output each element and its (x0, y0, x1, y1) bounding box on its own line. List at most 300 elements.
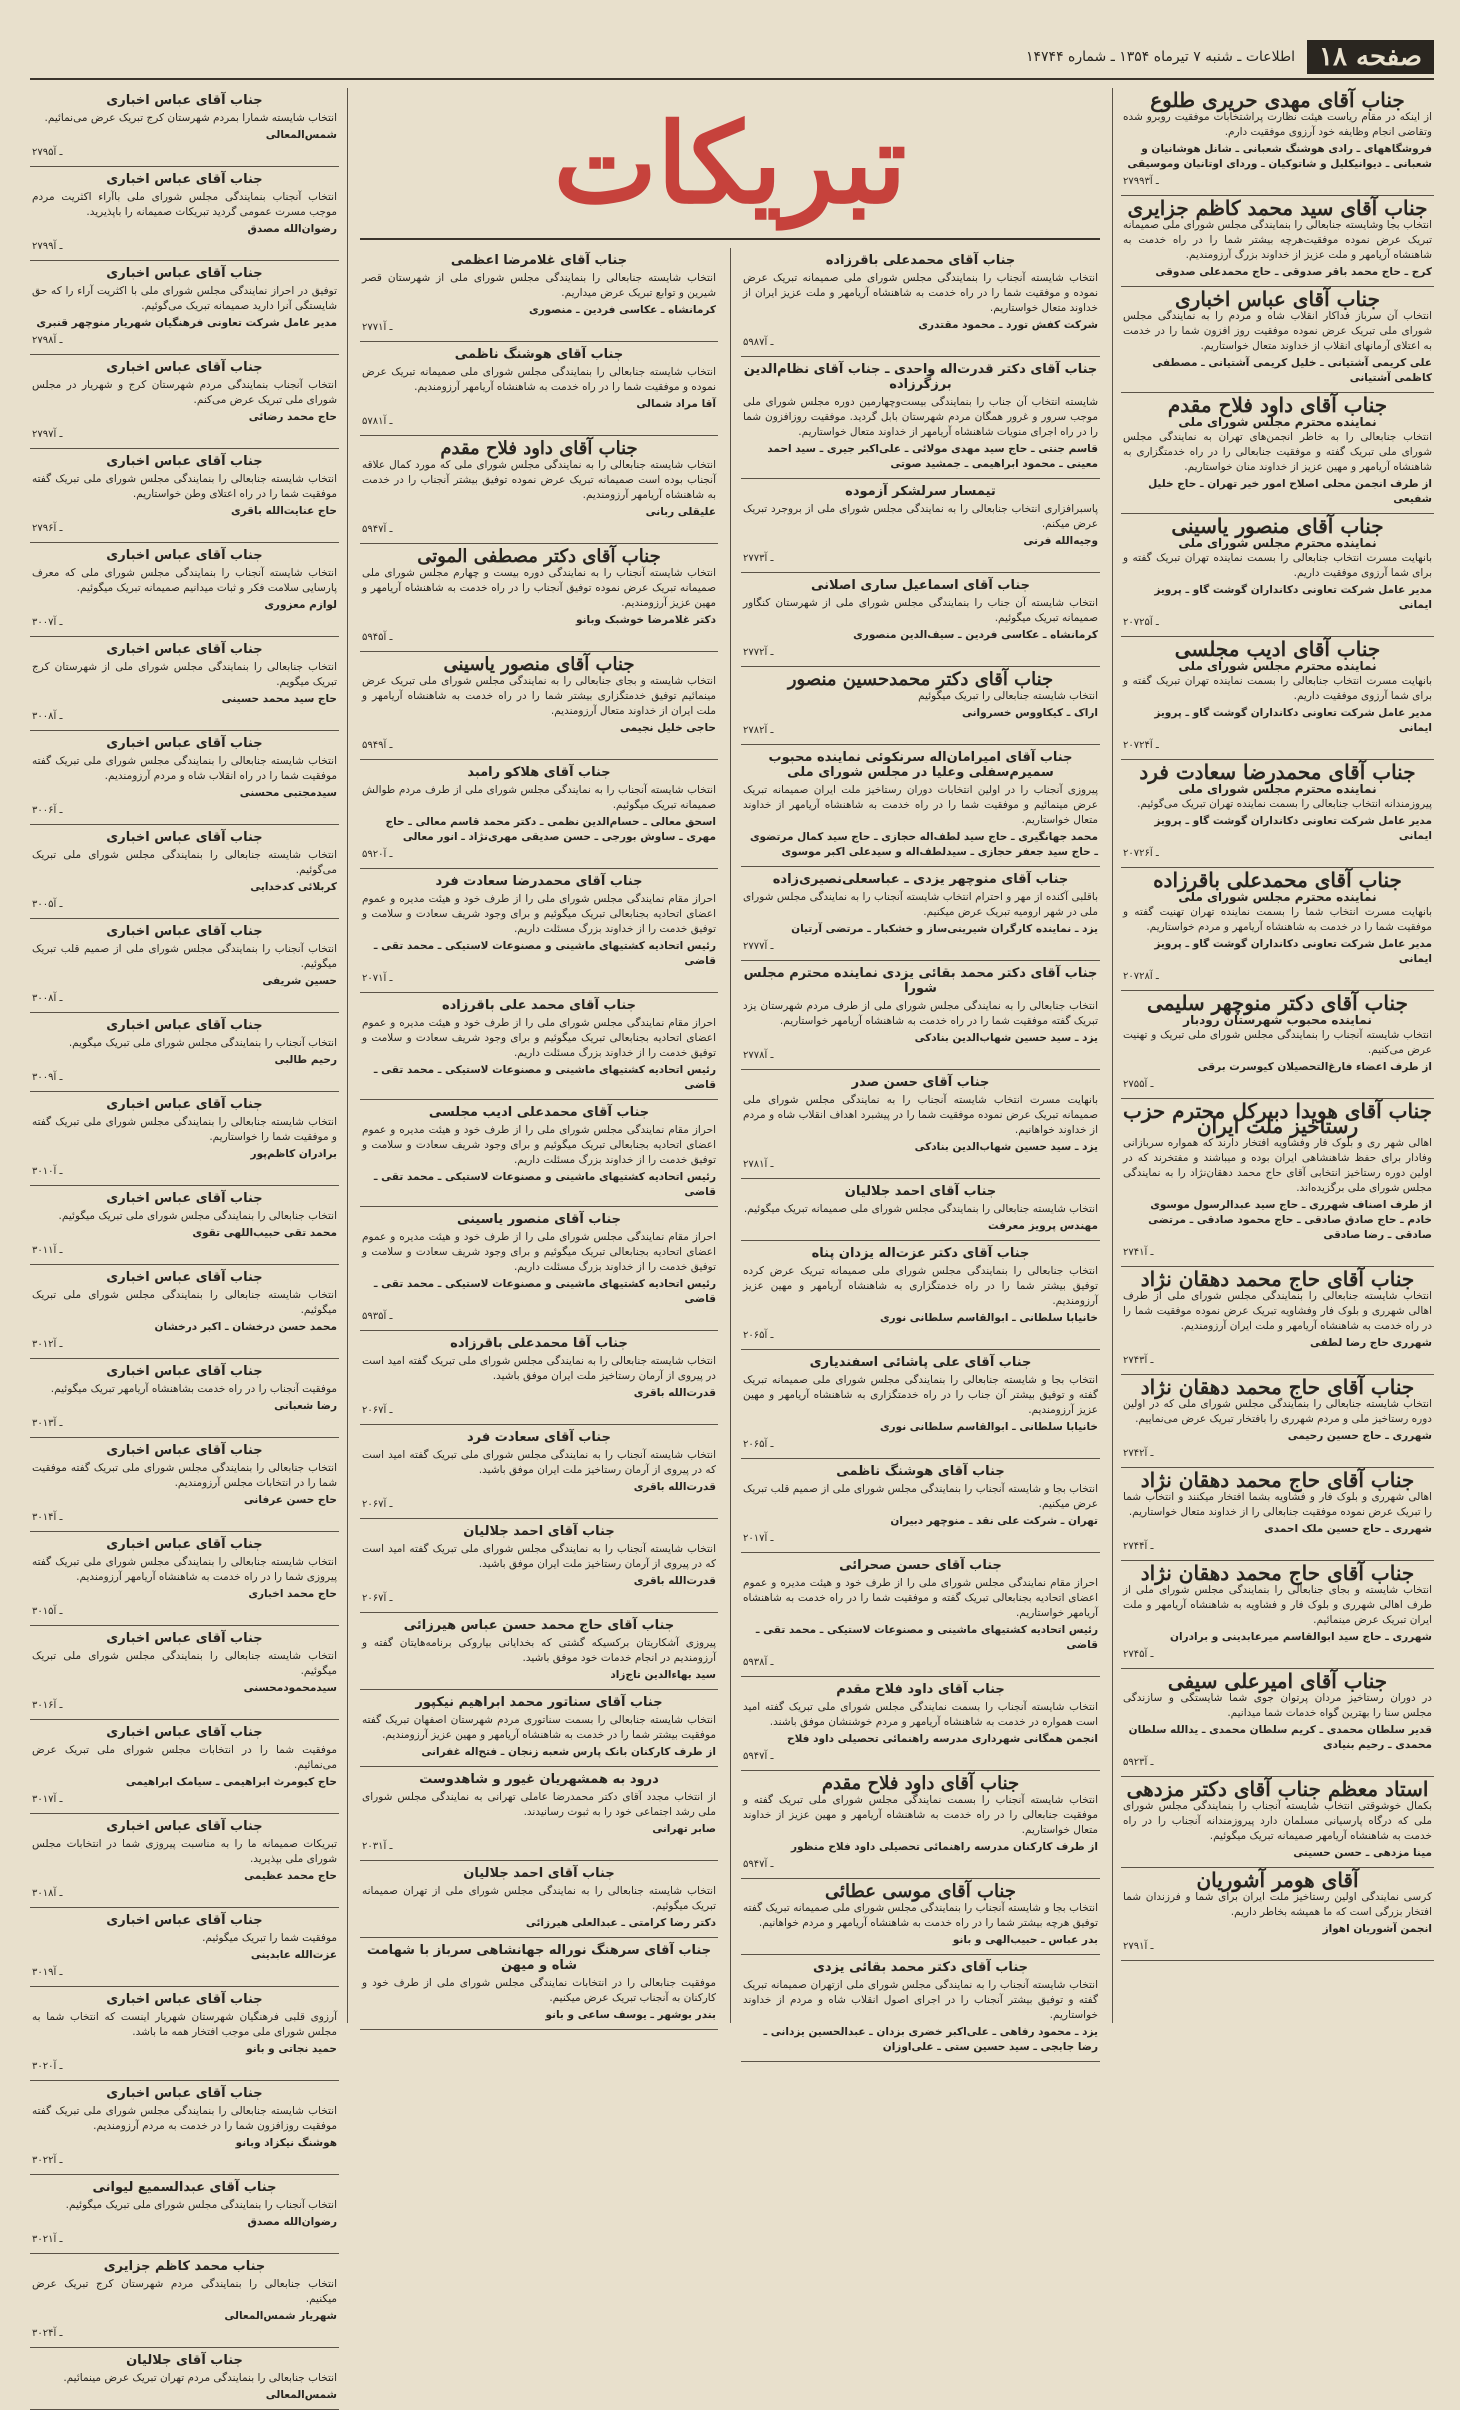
notice-signature: از طرف انجمن محلی اصلاح امور خیر تهران ـ حاج خلیل شفیعی (1148, 478, 1432, 505)
notice-body: انتخاب شایسته جنابعالی را به نمایندگی مجلس شورای ملی از تهران صمیمانه تبریک میگوئیم. (362, 1885, 716, 1912)
notice-title: جناب آقای حاج محمد دهقان نژاد (1140, 1468, 1415, 1492)
page-number: صفحه ۱۸ (1307, 40, 1434, 74)
notice-signature: قدرت‌الله باقری (633, 1481, 716, 1493)
notice-signature: کربلائی کدخدایی (250, 881, 337, 893)
notice-title: جناب محمد کاظم جزایری (103, 2259, 266, 2274)
notice-signature: رئیس اتحادیه کشتیهای ماشینی و مصنوعات لاستیکی ـ محمد تقی ـ قاضی (373, 1171, 716, 1198)
issue-line: اطلاعات ـ شنبه ۷ تیرماه ۱۳۵۴ ـ شماره ۱۴۷۴۴ (1026, 49, 1296, 65)
notice-item (30, 261, 339, 355)
notice-title: جناب آقای حسن صحرائی (839, 1558, 1002, 1573)
notice-code: ۲۷۹۷ـ آ (32, 429, 63, 440)
notice-body: انتخاب شایسته آنجناب را بسمت نمایندگی مجلس شورای ملی تبریک گفته امید است همواره در خدمت به شاهنشاه آریامهر و مردم خوشنشان موفق باشند. (743, 1701, 1098, 1728)
notice-title: جناب آقای داود فلاح مقدم (1167, 393, 1388, 417)
notice-item (30, 1720, 339, 1814)
notice-code: ۲۷۹۵ـ آ (32, 147, 63, 158)
notice-item (1121, 88, 1434, 196)
notice-item (360, 1207, 718, 1331)
notice-item (30, 1186, 339, 1265)
notice-code: ۲۰۳۱ـ آ (362, 1841, 393, 1852)
notice-body: انتخاب آنجناب بنمایندگی مردم شهرستان کرج و شهریار در مجلس شورای ملی تبریک عرض می‌کنم. (32, 379, 337, 406)
notice-signature: علیقلی ربانی (645, 506, 716, 518)
notice-item (1121, 760, 1434, 868)
notice-signature: از طرف کارکنان بانک پارس شعبه زنجان ـ فتح‌اله غفرانی (421, 1746, 716, 1758)
notice-code: ۳۰۱۶ـ آ (32, 1700, 63, 1711)
notice-title: جناب آقای عباس اخباری (106, 172, 263, 187)
notice-item (360, 760, 718, 869)
notice-item (741, 1179, 1100, 1241)
notice-item (30, 1013, 339, 1092)
notice-body: انتخاب بجا و شایسته آنجناب را بنمایندگی مجلس شورای ملی صمیمانه تبریک گفته توفیق هرچه بیشتر شما را در راه خدمت به شاهنشاه آریامهر و مردم خواهانیم. (743, 1902, 1098, 1929)
center-column-right (730, 248, 1100, 2053)
notice-signature: سیدمجتبی محسنی (239, 787, 337, 799)
notice-item (741, 667, 1100, 745)
notice-item (741, 1771, 1100, 1879)
notice-item (30, 2175, 339, 2254)
notice-title: جناب آقای عباس اخباری (106, 1018, 263, 1033)
notice-title: جناب آقای موسی عطائی (825, 1881, 1016, 1902)
notice-code: ۲۰۷۱ـ آ (362, 973, 393, 984)
notice-signature: شهرری ـ حاج سید ابوالقاسم میرعابدینی و برادران (1169, 1631, 1432, 1643)
notice-item (360, 1331, 718, 1425)
notice-body: انتخاب شایسته جنابعالی را بنمایندگی مجلس شورای ملی تبریک میگوئیم. (32, 1650, 337, 1677)
banner-title: تبریکات (553, 98, 907, 228)
notice-code: ۲۰۷۲۸ـ آ (1123, 971, 1159, 982)
notice-title: جناب آقای حاج محمد دهقان نژاد (1140, 1561, 1415, 1585)
notice-item (1121, 868, 1434, 991)
notice-title: جناب آقای غلامرضا اعظمی (450, 253, 628, 268)
notice-title: جناب آقای داود فلاح مقدم (836, 1682, 1005, 1697)
notice-subtitle: نماینده محترم مجلس شورای ملی (1178, 659, 1377, 673)
notice-code: ۲۷۴۳ـ آ (1123, 1355, 1154, 1366)
notice-title: جناب آقای محمدعلی باقرزاده (825, 253, 1016, 268)
notice-body: موفقیت شما را در انتخابات مجلس شورای ملی تبریک عرض می‌نمائیم. (32, 1744, 337, 1771)
notice-body: انتخاب شایسته آنجناب را به نمایندگی دوره بیست و چهارم مجلس شورای ملی صمیمانه تبریک عرض نموده توفیق آنجناب را در راه خدمت به شاهنشاه آریامهر و مهین عزیز آرزومندیم. (362, 567, 716, 609)
notice-body: در دوران رستاخیز مردان پرتوان جوی شما شایستگی و سازندگی مجلس سنا را بهترین گواه خدمات شما میدانیم. (1123, 1692, 1432, 1719)
notice-code: ۲۷۹۱ـ آ (1123, 1941, 1154, 1952)
notice-item (30, 543, 339, 637)
notice-body: انتخاب شایسته جنابعالی را بنمایندگی مجلس شورای ملی از شهرستان قصر شیرین و توابع تبریک عرض میداریم. (362, 272, 716, 299)
notice-signature: مدیر عامل شرکت تعاونی دکانداران گوشت گاو ـ پرویز ایمانی (1154, 584, 1432, 611)
notice-item (1121, 1669, 1434, 1777)
notice-title: جناب آقای مهدی حریری طلوع (1150, 88, 1405, 112)
notice-signature: شمس‌المعالی (265, 129, 337, 141)
notice-title: تیمسار سرلشکر آزموده (845, 484, 996, 499)
notice-body: انتخاب شایسته آنجناب را به نمایندگی مجلس شورای ملی ازتهران صمیمانه تبریک گفته و توفیق بیشتر آنجناب را در اجرای اصول انقلاب شاه و مردم از خداوند خواستاریم. (743, 1979, 1098, 2021)
notice-body: انتخاب جنابعالی را بنمایندگی مجلس شورای ملی صمیمانه تبریک عرض کرده توفیق بیشتر شما را در راه خدمتگزاری به شاهنشاه آریامهر و مهین عزیز آرزومندیم. (743, 1265, 1098, 1307)
notice-title: جناب آقای سید محمد کاظم جزایری (1127, 196, 1428, 220)
notice-signature: فروشگاههای ـ رادی هوشنگ شعبانی ـ شانل هوشانیان و شعبانی ـ دیوانیکلیل و شاتوکیان ـ وردای اوتانیان وموسیقی (1127, 143, 1432, 170)
notice-item (741, 745, 1100, 867)
notice-item (360, 1690, 718, 1767)
notice-title: جناب آقای دکتر محمد بقائی یزدی (813, 1960, 1028, 1975)
notice-code: ۵۹۲۰ـ آ (362, 849, 393, 860)
notice-subtitle: نماینده محبوب شهرستان رودبار (1183, 1013, 1372, 1027)
notice-signature: رئیس اتحادیه کشتیهای ماشینی و مصنوعات لاستیکی ـ محمد تقی ـ قاضی (373, 1064, 716, 1091)
notice-item (741, 1879, 1100, 1955)
notice-body: انتخاب شایسته جنابعالی را بنمایندگی مجلس شورای ملی تبریک می‌گوئیم. (32, 849, 337, 876)
notice-item (30, 1092, 339, 1186)
notice-body: انتخاب شایسته آنجناب را بنمایندگی مجلس شورای ملی تبریک و تهنیت عرض می‌کنیم. (1123, 1029, 1432, 1056)
notice-code: ۳۰۱۷ـ آ (32, 1794, 63, 1805)
notice-body: بانهایت مسرت انتخاب شما را بسمت نماینده تهران تهنیت گفته و موفقیت شما را در خدمت به شاهنشاه آریامهر و مردم خواستاریم. (1123, 906, 1432, 933)
notice-title: جناب آقای سرهنگ نوراله جهانشاهی سرباز با شهامت شاه و میهن (366, 1943, 712, 1973)
notice-code: ۲۷۷۱ـ آ (362, 322, 393, 333)
notice-title: جناب آقای محمد علی باقرزاده (441, 998, 637, 1013)
notice-body: انتخاب بجا و شایسته آنجناب را بنمایندگی مجلس شورای ملی از صمیم قلب تبریک عرض میکنیم. (743, 1483, 1098, 1510)
notice-body: انتخاب شایسته جنابعالی را تبریک میگوئیم (918, 690, 1098, 702)
notice-item (1121, 196, 1434, 287)
notice-title: جناب آقای دکتر منوچهر سلیمی (1147, 991, 1408, 1015)
notice-code: ۵۹۴۷ـ آ (362, 524, 393, 535)
notice-signature: از طرف اصناف شهرری ـ حاج سید عبدالرسول موسوی خادم ـ حاج صادق صادقی ـ حاج محمود صادقی ـ مرتضی صادقی ـ رضا صادقی (1148, 1199, 1432, 1241)
notice-title: جناب آقای عباس اخباری (106, 1443, 263, 1458)
notice-title: جناب آقای عباس اخباری (106, 1819, 263, 1834)
notice-item (360, 1861, 718, 1938)
notice-title: جناب آقای علی پاشائی اسفندیاری (809, 1355, 1032, 1370)
notice-body: انتخاب آنجناب بنمایندگی مجلس شورای ملی باآراء اکثریت مردم موجب مسرت عمومی گردید تبریکات صمیمانه را باپذیرید. (32, 191, 337, 218)
notice-code: ۲۷۹۶ـ آ (32, 523, 63, 534)
notice-body: انتخاب شایسته آن جناب را بنمایندگی مجلس شورای ملی از شهرستان کنگاور صمیمانه تبریک میگوئیم. (743, 597, 1098, 624)
notice-body: انتخاب جنابعالی را بنمایندگی مجلس شورای ملی از شهرستان کرج تبریک میگویم. (32, 661, 337, 688)
notice-body: احراز مقام نمایندگی مجلس شورای ملی را از طرف خود و هیئت مدیره و عموم اعضای اتحادیه بجنابعالی تبریک میگوئیم و برای وجود شریف سعادت و سلامت و توفیق خدمت را از خداوند بزرگ مسئلت داریم. (362, 1017, 716, 1059)
notice-title: جناب آقای دکتر عزت‌اله یزدان پناه (811, 1246, 1030, 1261)
notice-signature: شرکت کفش تورد ـ محمود مقتدری (918, 319, 1098, 331)
notice-code: ۲۰۶۷ـ آ (362, 1499, 393, 1510)
notice-code: ۲۷۵۵ـ آ (1123, 1079, 1154, 1090)
notice-signature: شهرری ـ حاج حسین ملک احمدی (1264, 1523, 1432, 1535)
notice-item (30, 167, 339, 261)
notice-body: اهالی شهرری و بلوک فار و فشاویه بشما افتخار میکنند و انتخاب شما را تبریک عرض نموده موفقیت جنابعالی را از خداوند متعال خواستاریم. (1123, 1491, 1432, 1518)
notice-signature: یزد ـ نماینده کارگران شیرینی‌ساز و خشکبار ـ مرتضی آرتیان (791, 923, 1098, 935)
notice-body: انتخاب شایسته جنابعالی را بنمایندگی مجلس شورای ملی که در اولین دوره رستاخیز ملی و مردم شهرری را بافتخار تبریک عرض می‌نماییم. (1123, 1398, 1432, 1425)
notice-signature: بدر عباس ـ حبیب‌الهی و بانو (952, 1934, 1098, 1946)
notice-body: انتخاب شایسته جنابعالی را بنمایندگی مجلس شورای ملی صمیمانه تبریک عرض نموده و موفقیت شما را در راه خدمت به شاهنشاه آریامهر آرزومندیم. (362, 366, 716, 393)
notice-item (360, 1938, 718, 2030)
notice-code: ۳۰۱۱ـ آ (32, 1245, 63, 1256)
notice-item (741, 248, 1100, 357)
notice-title: جناب آقای هوشنگ ناظمی (454, 347, 624, 362)
notice-title: جناب آقای جلالیان (126, 2353, 243, 2368)
notice-code: ۳۰۲۴ـ آ (32, 2328, 63, 2339)
notice-item (30, 1908, 339, 1987)
notice-signature: مینا مزدهی ـ حسن حسینی (1293, 1847, 1432, 1859)
notice-item (1121, 514, 1434, 637)
notice-item (30, 919, 339, 1013)
notice-body: انتخاب شایسته جنابعالی را بنمایندگی مجلس شورای ملی تبریک گفته موفقیت روزافزون شما را در خدمت به مردم آرزومندیم. (32, 2105, 337, 2132)
notice-item (1121, 1777, 1434, 1868)
notice-signature: محمد تقی حبیب‌اللهی تقوی (192, 1227, 337, 1239)
notice-signature: اسحق معالی ـ حسام‌الدین نظمی ـ دکتر محمد قاسم معالی ـ حاج مهری ـ ساوش بورجی ـ حسن صدیقی مهری‌نژاد ـ انور معالی (385, 816, 716, 843)
notice-signature: شهریار شمس‌المعالی (224, 2310, 337, 2322)
notice-signature: مدیر عامل شرکت تعاونی دکانداران گوشت گاو ـ پرویز ایمانی (1154, 707, 1432, 734)
notice-item (1121, 991, 1434, 1099)
notice-title: جناب آقای عبدالسمیع لیوانی (92, 2180, 277, 2195)
center-columns (360, 248, 1100, 2053)
notice-body: انتخاب شایسته آنجناب را به نمایندگی مجلس شورای ملی تبریک گفته امید است که در پیروی از آرمان رستاخیز ملت ایران موفق باشید. (362, 1449, 716, 1476)
notice-code: ۳۰۲۲ـ آ (32, 2155, 63, 2166)
notice-body: بانهایت مسرت انتخاب جنابعالی را بسمت نماینده تهران تبریک گفته و برای شما آرزوی موفقیت داریم. (1123, 675, 1432, 702)
notice-title: استاد معظم جناب آقای دکتر مزدهی (1126, 1777, 1429, 1801)
notice-item (1121, 287, 1434, 393)
notice-code: ۲۰۶۷ـ آ (362, 1405, 393, 1416)
notice-signature: بندر بوشهر ـ یوسف ساعی و بانو (545, 2009, 716, 2021)
notice-signature: رئیس اتحادیه کشتیهای ماشینی و مصنوعات لاستیکی ـ محمد تقی ـ قاضی (373, 1278, 716, 1305)
notice-item (360, 248, 718, 342)
notice-signature: حاج سید محمد حسینی (221, 693, 337, 705)
center-column-left (360, 248, 722, 2023)
notice-title: جناب آقای عباس اخباری (106, 736, 263, 751)
notice-body: تبریکات صمیمانه ما را به مناسبت پیروزی شما در انتخابات مجلس شورای ملی بپذیرید. (32, 1838, 337, 1865)
notice-code: ۲۰۶۵ـ آ (743, 1330, 774, 1341)
notice-signature: دکتر غلامرضا خوشبک وبانو (576, 614, 716, 626)
notice-body: انتخاب جنابعالی را بنمایندگی مردم تهران تبریک عرض مینمائیم. (63, 2372, 337, 2384)
notice-body: انتخاب جنابعالی را به نمایندگی مجلس شورای ملی از طرف مردم شهرستان یزد تبریک گفته موفقیت شما را در راه خدمت به شاهنشاه آریامهر خواستاریم. (743, 1000, 1098, 1027)
notice-item (30, 355, 339, 449)
notice-signature: کرج ـ حاج محمد باقر صدوقی ـ حاج محمدعلی صدوقی (1155, 266, 1432, 278)
notice-signature: کرمانشاه ـ عکاسی فردین ـ سیف‌الدین منصوری (853, 629, 1098, 641)
notice-code: ۲۷۹۹ـ آ (32, 241, 63, 252)
notice-code: ۳۰۰۸ـ آ (32, 993, 63, 1004)
notice-title: جناب آقای هلاکو رامبد (467, 765, 611, 780)
notice-title: جناب آقای حاج محمد حسن عباس هیرزائی (403, 1618, 675, 1633)
notice-item (30, 1265, 339, 1359)
notice-signature: محمد حسن درخشان ـ اکبر درخشان (154, 1321, 337, 1333)
notice-signature: حاجی خلیل نجیمی (620, 722, 716, 734)
notice-item (30, 2348, 339, 2410)
notice-signature: خانیابا سلطانی ـ ابوالقاسم سلطانی نوری (879, 1421, 1098, 1433)
notice-signature: مدیر عامل شرکت تعاونی دکانداران گوشت گاو ـ پرویز ایمانی (1154, 815, 1432, 842)
notice-body: انتخاب شایسته آنجناب را به نمایندگی مجلس شورای ملی تبریک گفته امید است که در پیروی از آرمان رستاخیز ملت ایران موفق باشید. (362, 1543, 716, 1570)
notice-signature: مدیر عامل شرکت تعاونی دکانداران گوشت گاو ـ پرویز ایمانی (1154, 938, 1432, 965)
notice-body: بکمال خوشوقتی انتخاب شایسته آنجناب را بنمایندگی مجلس شورای ملی که درگاه پارسیانی مسلمان دارد پیروزمندانه آنجناب را در راه خدمت به شاهنشاه آریامهر صمیمانه تبریک میگوئیم. (1123, 1800, 1432, 1842)
notice-item (360, 869, 718, 993)
notice-signature: مهندس پرویز معرفت (987, 1220, 1098, 1232)
notice-code: ۲۷۴۱ـ آ (1123, 1247, 1154, 1258)
notice-item (360, 1100, 718, 1207)
left-column (30, 88, 348, 2401)
notice-item (30, 2254, 339, 2348)
notice-signature: انجمن همگانی شهرداری مدرسه راهنمائی تحصیلی داود فلاح (787, 1733, 1098, 1745)
notice-body: باقلبی آکنده از مهر و احترام انتخاب شایسته آنجناب را به نمایندگی مجلس شورای ملی در شهر ارومیه تبریک عرض میکنیم. (743, 891, 1098, 918)
notice-body: پیروزی آنجناب را در اولین انتخابات دوران رستاخیز ملت ایران صمیمانه تبریک عرض مینمائیم و موفقیت شما را در راه خدمت به شاهنشاه آریامهر از خداوند متعال خواستاریم. (743, 784, 1098, 826)
notice-signature: حاج عنایت‌الله باقری (231, 505, 337, 517)
notice-signature: حاج محمد عظیمی (244, 1870, 337, 1882)
notice-body: انتخاب شایسته شمارا بمردم شهرستان کرج تبریک عرض می‌نمائیم. (44, 112, 337, 124)
notice-code: ۵۹۴۵ـ آ (362, 632, 393, 643)
notice-code: ۳۰۱۹ـ آ (32, 1967, 63, 1978)
notice-title: جناب آقای دکتر قدرت‌اله واحدی ـ جناب آقای نظام‌الدین برزگرزاده (743, 362, 1098, 392)
notice-title: جناب آقا محمدعلی باقرزاده (450, 1336, 628, 1351)
notice-signature: انجمن آشوریان اهواز (1322, 1923, 1432, 1935)
notice-item (30, 1359, 339, 1438)
notice-item (30, 1987, 339, 2081)
notice-signature: یزد ـ محمود رفاهی ـ علی‌اکبر خضری بزدان ـ عبدالحسین یزدانی ـ رضا جابجی ـ سید حسین ستی ـ علی‌اوزان (763, 2026, 1098, 2053)
notice-signature: مدیر عامل شرکت تعاونی فرهنگیان شهریار منوچهر قنبری (36, 317, 337, 329)
notice-signature: قدرت‌الله باقری (633, 1387, 716, 1399)
notice-item (741, 1350, 1100, 1459)
notice-code: ۵۹۴۷ـ آ (743, 1859, 774, 1870)
notice-title: جناب آقای عباس اخباری (106, 830, 263, 845)
notice-title: جناب آقای عباس اخباری (106, 1992, 263, 2007)
notice-signature: شهرری حاج رضا لطفی (1310, 1337, 1432, 1349)
notice-body: انتخاب شایسته و بجای جنابعالی را بنمایندگی مجلس شورای ملی از طرف اهالی شهرری و بلوک فار و فشاویه به شاهنشاه آریامهر و ملت ایران تبریک عرض مینمائیم. (1123, 1584, 1432, 1626)
notice-item (360, 1425, 718, 1519)
notice-item (741, 867, 1100, 961)
notice-item (360, 652, 718, 760)
notice-signature: حسین شریفی (262, 975, 337, 987)
notice-code: ۳۰۲۰ـ آ (32, 2061, 63, 2072)
notice-item (741, 1070, 1100, 1179)
notice-signature: قاسم جنتی ـ حاج سید مهدی مولائی ـ علی‌اکبر جیری ـ سید احمد معینی ـ محمود ابراهیمی ـ جمشید صوتی (767, 443, 1098, 470)
notice-title: جناب آقای عباس اخباری (106, 1913, 263, 1928)
notice-signature: حمید نجاتی و بانو (246, 2043, 337, 2055)
notice-body: انتخاب شایسته جنابعالی را بنمایندگی مجلس شورای ملی تبریک میگوئیم. (32, 1289, 337, 1316)
notice-body: موفقیت آنجناب را در راه خدمت بشاهنشاه آریامهر تبریک میگوئیم. (50, 1383, 337, 1395)
notice-item (1121, 393, 1434, 514)
notice-title: جناب آقای عباس اخباری (1175, 287, 1380, 311)
notice-title: جناب آقای عباس اخباری (106, 1364, 263, 1379)
notice-code: ۲۰۶۵ـ آ (743, 1439, 774, 1450)
notice-body: پیروزی آشکاریتان برکسیکه گشتی که بخدایانی بیاروکی برنامه‌هایتان گفته و آرزومندیم در انجام خدمات خود موفق باشید. (362, 1637, 716, 1664)
notice-body: انتخاب آن سرباز فداکار انقلاب شاه و مردم را به نمایندگی مجلس شورای ملی تبریک عرض نموده موفقیت روز افزون شما را در خدمت به اعتلای آرمانهای انقلاب از خداوند متعال خواستاریم. (1123, 310, 1432, 352)
notice-signature: کرمانشاه ـ عکاسی فردین ـ منصوری (528, 304, 716, 316)
notice-code: ۲۰۷۲۶ـ آ (1123, 848, 1159, 859)
notice-body: آرزوی قلبی فرهنگیان شهرستان شهریار اینست که انتخاب شما به مجلس شورای ملی موجب افتخار همه ما باشد. (32, 2011, 337, 2038)
notice-code: ۲۷۷۲ـ آ (743, 647, 774, 658)
notice-item (360, 1613, 718, 1690)
page-header (30, 36, 1434, 80)
notice-item (30, 449, 339, 543)
notice-title: جناب آقای محمدرضا سعادت فرد (435, 874, 643, 889)
notice-body: موفقیت شما را تبریک میگوئیم. (202, 1932, 337, 1944)
notice-title: جناب آقای منوچهر یزدی ـ عباسعلی‌نصیری‌زاده (772, 872, 1069, 887)
notice-body: انتخاب شایسته جنابعالی را به نمایندگی مجلس شورای ملی که مورد کمال علاقه آنجناب بوده است صمیمانه تبریک عرض نموده توفیق بیشتر آنجناب را در خدمت به شاهنشاه آریامهر آرزومندیم. (362, 459, 716, 501)
notice-item (360, 544, 718, 652)
notice-item (741, 357, 1100, 479)
notice-title: جناب آقای ادیب مجلسی (1174, 637, 1381, 661)
notice-body: احراز مقام نمایندگی مجلس شورای ملی را از طرف خود و هیئت مدیره و عموم اعضای اتحادیه بجنابعالی تبریک میگوئیم و برای وجود شریف سعادت و سلامت و توفیق خدمت را از خداوند بزرگ مسئلت داریم. (362, 1231, 716, 1273)
notice-signature: از طرف اعضاء فارغ‌التحصیلان کیوسرت برقی (1197, 1061, 1432, 1073)
notice-code: ۲۷۷۸ـ آ (743, 1050, 774, 1061)
notice-body: انتخاب شایسته جنابعالی را بنمایندگی مجلس شورای ملی تبریک گفته موفقیت شما را در راه انقلاب شاه و مردم آرزومندیم. (32, 755, 337, 782)
notice-title: جناب آقای دکتر محمد بقائی یزدی نماینده محترم مجلس شورا (743, 966, 1098, 996)
notice-body: توفیق در احراز نمایندگی مجلس شورای ملی با اکثریت آراء را که حق شایستگی آنرا دارید صمیمانه تبریک می‌گوئیم. (32, 285, 337, 312)
notice-title: جناب آقای عباس اخباری (106, 360, 263, 375)
notice-code: ۲۷۴۲ـ آ (1123, 1448, 1154, 1459)
notice-item (741, 1553, 1100, 1677)
notice-signature: محمد جهانگیری ـ حاج سید لطف‌اله حجازی ـ حاج سید کمال مرتضوی ـ حاج سید جعفر حجازی ـ سیدلطف‌اله و سیدعلی اکبر موسوی (749, 831, 1098, 858)
notice-body: انتخاب بجا وشایسته جنابعالی را بنمایندگی مجلس شورای ملی صمیمانه تبریک عرض نموده موفقیت‌هرچه بیشتر شما را در راه خدمت به شاهنشاه آریامهر و ملت عزیز از خداوند بزرگ آرزومندیم. (1123, 219, 1432, 261)
notice-body: انتخاب شایسته جنابعالی را بنمایندگی مجلس شورای ملی از طرف اهالی شهرری و بلوک فار وفشاویه تبریک عرض نموده موفقیت شما را در راه خدمت به شاهنشاه آریامهر و ملت ایران آرزومندیم. (1123, 1290, 1432, 1332)
notice-code: ۵۹۲۳ـ آ (1123, 1757, 1154, 1768)
notice-signature: رئیس اتحادیه کشتیهای ماشینی و مصنوعات لاستیکی ـ محمد تقی ـ قاضی (373, 940, 716, 967)
notice-item (360, 436, 718, 544)
notice-item (360, 1519, 718, 1613)
notice-item (741, 1677, 1100, 1771)
notice-item (741, 961, 1100, 1070)
notice-signature: سید بهاءالدین تاج‌زاد (610, 1669, 716, 1681)
notice-item (30, 1532, 339, 1626)
notice-title: جناب آقای احمد جلالیان (844, 1184, 997, 1199)
notice-title: جناب آقای منصور یاسینی (456, 1212, 622, 1227)
notice-code: ۲۰۷۲۴ـ آ (1123, 740, 1159, 751)
notice-title: جناب آقای سناتور محمد ابراهیم نیکپور (415, 1695, 663, 1710)
notice-item (1121, 1099, 1434, 1267)
notice-signature: وجیه‌الله فرنی (1023, 535, 1098, 547)
notice-signature: دکتر رضا کرامتی ـ عبدالعلی هیرزائی (525, 1917, 716, 1929)
notice-body: انتخاب بجا و شایسته جنابعالی را بنمایندگی مجلس شورای ملی صمیمانه تبریک گفته و توفیق بیشتر آن جناب را در راه خدمتگزاری به شاهنشاه آریامهر و مهین عزیز آرزومندیم. (743, 1374, 1098, 1416)
notice-subtitle: نماینده محترم مجلس شورای ملی (1178, 536, 1377, 550)
notice-item (741, 573, 1100, 667)
notice-title: جناب آقای احمد جلالیان (463, 1524, 615, 1539)
notice-body: احراز مقام نمایندگی مجلس شورای ملی را از طرف خود و هیئت مدیره و عموم اعضای اتحادیه بجنابعالی تبریک میگوئیم و برای وجود شریف سعادت و سلامت و توفیق خدمت را از خداوند بزرگ مسئلت داریم. (362, 1124, 716, 1166)
notice-title: جناب آقای محمدرضا سعادت فرد (1139, 760, 1416, 784)
notice-body: انتخاب شایسته جنابعالی را بنمایندگی مجلس شورای ملی تبریک گفته پیروزی شما را در راه خدمت به شاهنشاه آریامهر آرزومندیم. (32, 1556, 337, 1583)
notice-title: جناب آقای محمدعلی ادیب مجلسی (428, 1105, 650, 1120)
notice-subtitle: نماینده محترم مجلس شورای ملی (1178, 890, 1377, 904)
notice-body: موفقیت جنابعالی را در انتخابات نمایندگی مجلس شورای ملی از طرف خود و کارکنان به آنجناب تبریک عرض میکنیم. (362, 1977, 716, 2004)
notice-signature: یزد ـ سید حسین شهاب‌الدین بنادکی (914, 1141, 1098, 1153)
notice-body: انتخاب آنجناب را بنمایندگی مجلس شورای ملی تبریک میگویم. (68, 1037, 337, 1049)
notice-title: جناب آقای محمدعلی باقرزاده (1153, 868, 1402, 892)
notice-item (741, 479, 1100, 573)
notice-item (741, 1241, 1100, 1350)
notice-title: جناب آقای داود فلاح مقدم (821, 1773, 1020, 1794)
notice-item (30, 1814, 339, 1908)
notice-title: درود به همشهریان غیور و شاهدوست (419, 1772, 659, 1787)
banner (360, 88, 1100, 240)
notice-code: ۲۰۶۷ـ آ (362, 1593, 393, 1604)
notice-signature: قدرت‌الله باقری (633, 1575, 716, 1587)
notice-body: انتخاب شایسته آنجناب را به نمایندگی مجلس شورای ملی از طرف مردم طوالش صمیمانه تبریک میگوئیم. (362, 784, 716, 811)
notice-title: جناب آقای عباس اخباری (106, 93, 263, 108)
notice-item (1121, 1868, 1434, 1961)
notice-title: جناب آقای اسماعیل ساری اصلانی (810, 578, 1031, 593)
notice-title: جناب آقای داود فلاح مقدم (440, 438, 638, 459)
notice-signature: اراک ـ کیکاووس خسروانی (961, 707, 1098, 719)
notice-title: جناب آقای امیرامان‌اله سرنکوئی نماینده محبوب سمیرم‌سفلی وعلیا در مجلس شورای ملی (768, 750, 1073, 780)
newspaper-page (30, 36, 1434, 2401)
notice-code: ۲۷۴۵ـ آ (1123, 1649, 1154, 1660)
notice-signature: رضوان‌الله مصدق (247, 223, 337, 235)
notice-signature: یزد ـ سید حسین شهاب‌الدین بنادکی (914, 1032, 1098, 1044)
notice-body: انتخاب شایسته آنجناب را بنمایندگی مجلس شورای ملی که معرف پارسایی سلامت فکر و ثبات میدانیم صمیمانه تبریک میگوئیم. (32, 567, 337, 594)
notice-code: ۳۰۱۳ـ آ (32, 1418, 63, 1429)
notice-code: ۲۷۸۲ـ آ (743, 725, 774, 736)
notice-body: شایسته انتخاب آن جناب را بنمایندگی بیست‌وچهارمین دوره مجلس شورای ملی موجب سرور و غرور همگان مردم شهرستان بابل گردید. موفقیت روزافزون شما را در راه اجرای منویات شاهنشاه آریامهر از خداوند متعال خواستاریم. (743, 396, 1098, 438)
notice-body: انتخاب آنجناب را بنمایندگی مجلس شورای ملی از صمیم قلب تبریک میگوئیم. (32, 943, 337, 970)
notice-title: جناب آقای عباس اخباری (106, 2086, 263, 2101)
notice-signature: شهرری ـ حاج حسین رحیمی (1287, 1430, 1432, 1442)
notice-item (741, 1459, 1100, 1553)
notice-signature: رضوان‌الله مصدق (247, 2216, 337, 2228)
notice-signature: برادران کاظم‌پور (250, 1148, 337, 1160)
notice-body: انتخاب جنابعالی را بنمایندگی مجلس شورای ملی تبریک گفته موفقیت شما را در انتخابات مجلس آرزومندیم. (32, 1462, 337, 1489)
notice-code: ۲۷۸۱ـ آ (743, 1159, 774, 1170)
notice-code: ۲۷۷۳ـ آ (743, 553, 774, 564)
notice-item (30, 1438, 339, 1532)
notice-body: انتخاب شایسته جنابعالی را بنمایندگی مجلس شورای ملی تبریک گفته و موفقیت شما را خواستاریم. (32, 1116, 337, 1143)
notice-code: ۲۷۷۷ـ آ (743, 941, 774, 952)
notice-signature: لوازم معزوری (264, 599, 337, 611)
notice-code: ۳۰۰۹ـ آ (32, 1072, 63, 1083)
notice-signature: رحیم طالبی (274, 1054, 337, 1066)
notice-body: انتخاب آنجناب را بنمایندگی مجلس شورای ملی تبریک میگوئیم. (65, 2199, 337, 2211)
notice-title: جناب آقای دکتر مصطفی الموتی (417, 546, 661, 567)
notice-title: جناب آقای هویدا دبیرکل محترم حزب رستاخیز ملت ایران (1122, 1099, 1432, 1138)
notice-body: انتخاب جنابعالی را به خاطر انجمن‌های تهران به نمایندگی مجلس شورای ملی تبریک گفته و موفقیت جنابعالی را در راه خدمتگزاری به شاهنشاه آریامهر و مهین عزیز از خداوند منان خواستاریم. (1123, 431, 1432, 473)
notice-body: انتخاب جنابعالی را بنمایندگی مجلس شورای ملی تبریک میگوئیم. (58, 1210, 337, 1222)
